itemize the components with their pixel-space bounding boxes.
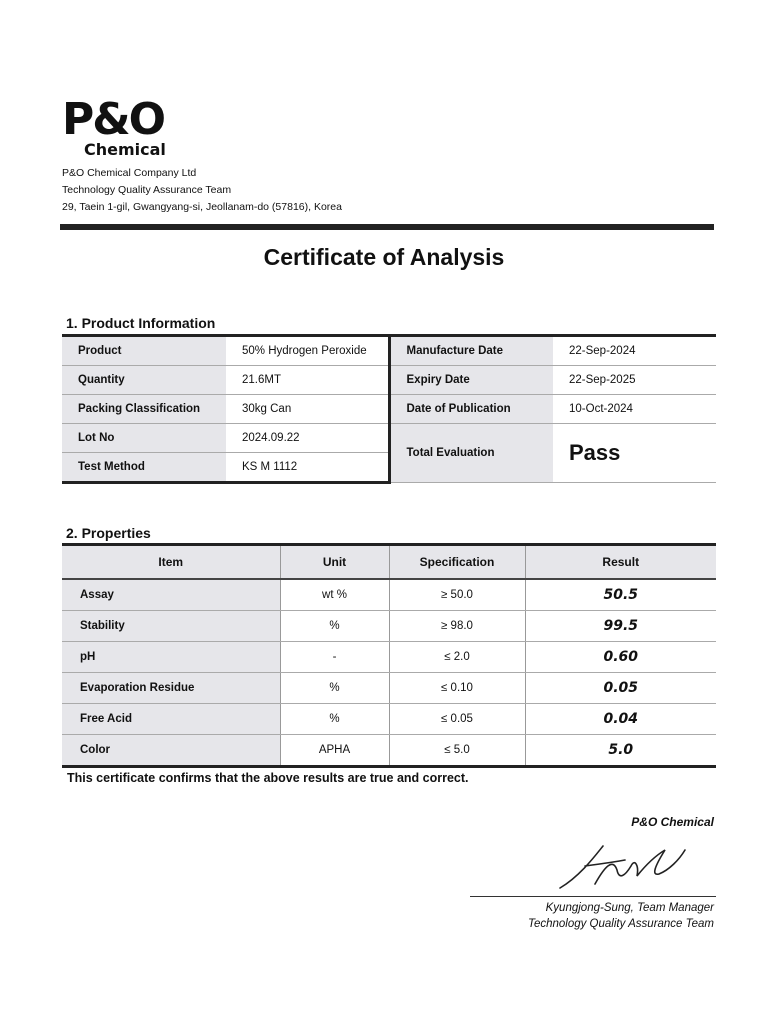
property-specification: ≤ 0.10 (389, 673, 525, 704)
manufacture-date-value: 22-Sep-2024 (553, 336, 716, 366)
manufacture-date-label: Manufacture Date (389, 336, 553, 366)
publication-date-value: 10-Oct-2024 (553, 395, 716, 424)
quantity-value: 21.6MT (226, 366, 389, 395)
table-row (62, 366, 716, 395)
table-row (62, 642, 716, 673)
confirmation-statement: This certificate confirms that the above results are true and correct. (67, 771, 469, 785)
property-specification: ≤ 5.0 (389, 735, 525, 767)
property-unit: % (280, 673, 389, 704)
signer-team: Technology Quality Assurance Team (527, 918, 714, 930)
property-specification: ≥ 98.0 (389, 611, 525, 642)
page-title: Certificate of Analysis (263, 244, 505, 270)
property-item: pH (62, 642, 280, 673)
company-name: P&O Chemical Company Ltd (62, 167, 197, 179)
table-row (62, 611, 716, 642)
expiry-date-label: Expiry Date (389, 366, 553, 395)
property-item: Assay (62, 579, 280, 611)
section-heading-product: 1. Product Information (66, 315, 216, 331)
signature-image (555, 836, 695, 896)
property-result: 0.05 (525, 673, 716, 704)
property-item: Color (62, 735, 280, 767)
property-unit: APHA (280, 735, 389, 767)
column-header-unit: Unit (280, 545, 389, 580)
property-unit: % (280, 611, 389, 642)
table-row (62, 579, 716, 611)
property-unit: wt % (280, 579, 389, 611)
signer-block (528, 900, 714, 932)
expiry-date-value: 22-Sep-2025 (553, 366, 716, 395)
lot-label: Lot No (62, 424, 226, 453)
lot-value: 2024.09.22 (226, 424, 389, 453)
property-result: 5.0 (525, 735, 716, 767)
product-label: Product (62, 336, 226, 366)
property-specification: ≥ 50.0 (389, 579, 525, 611)
property-unit: % (280, 704, 389, 735)
issuer-name: P&O Chemical (631, 815, 714, 829)
property-item: Free Acid (62, 704, 280, 735)
signer-name: Kyungjong-Sung, Team Manager (545, 902, 714, 914)
company-team: Technology Quality Assurance Team (62, 184, 232, 196)
product-value: 50% Hydrogen Peroxide (226, 336, 389, 366)
quantity-label: Quantity (62, 366, 226, 395)
signature-line (470, 896, 716, 897)
property-specification: ≤ 2.0 (389, 642, 525, 673)
company-info (62, 165, 342, 216)
company-address: 29, Taein 1-gil, Gwangyang-si, Jeollanam-do (57816), Korea (62, 201, 342, 213)
property-item: Evaporation Residue (62, 673, 280, 704)
logo-subtitle: Chemical (84, 140, 166, 159)
test-method-label: Test Method (62, 453, 226, 483)
logo-mark: P&O (62, 94, 165, 145)
property-result: 0.04 (525, 704, 716, 735)
company-logo (62, 94, 172, 160)
property-result: 99.5 (525, 611, 716, 642)
table-row (62, 735, 716, 767)
property-unit: - (280, 642, 389, 673)
table-row (62, 704, 716, 735)
packing-label: Packing Classification (62, 395, 226, 424)
property-specification: ≤ 0.05 (389, 704, 525, 735)
table-row (62, 336, 716, 366)
property-item: Stability (62, 611, 280, 642)
product-info-table (62, 334, 716, 484)
total-evaluation-value: Pass (553, 424, 716, 483)
table-header-row (62, 545, 716, 580)
table-row (62, 424, 716, 453)
test-method-value: KS M 1112 (226, 453, 389, 483)
property-result: 0.60 (525, 642, 716, 673)
column-header-item: Item (62, 545, 280, 580)
header-divider (60, 224, 714, 230)
publication-date-label: Date of Publication (389, 395, 553, 424)
total-evaluation-label: Total Evaluation (389, 424, 553, 483)
property-result: 50.5 (525, 579, 716, 611)
packing-value: 30kg Can (226, 395, 389, 424)
column-header-result: Result (525, 545, 716, 580)
table-row (62, 395, 716, 424)
properties-table (62, 543, 716, 768)
section-heading-properties: 2. Properties (66, 525, 151, 541)
column-header-specification: Specification (389, 545, 525, 580)
table-row (62, 673, 716, 704)
